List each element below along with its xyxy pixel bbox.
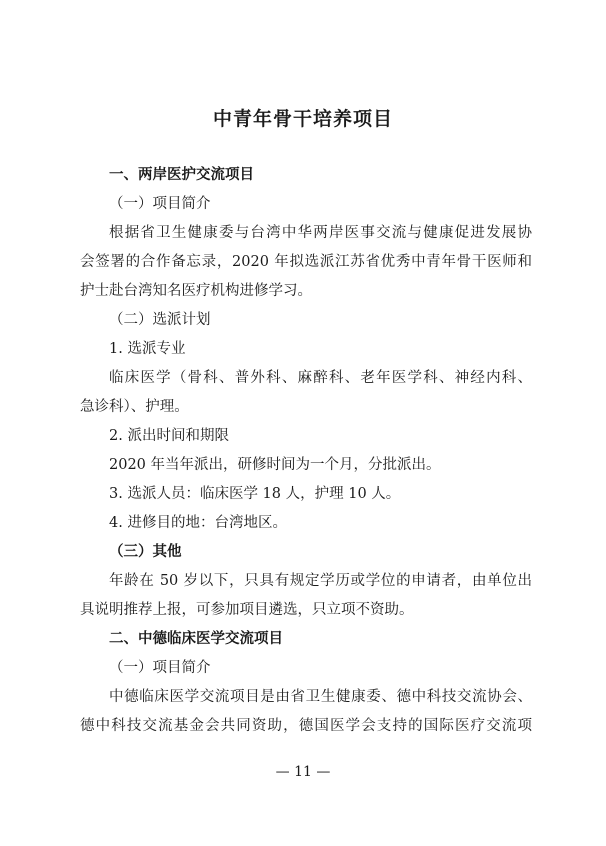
subsection-heading-plan: （二）选派计划 [109,312,211,328]
list-item: 4. 进修目的地：台湾地区。 [109,515,287,531]
subsection-heading-intro: （一）项目简介 [109,196,211,212]
section-heading-cross-strait: 一、两岸医护交流项目 [109,166,254,183]
paragraph-line: 德中科技交流基金会共同资助，德国医学会支持的国际医疗交流项 [80,718,532,734]
paragraph-line: 会签署的合作备忘录，2020 年拟选派江苏省优秀中青年骨干医师和 [80,254,532,270]
section-heading-sino-german: 二、中德临床医学交流项目 [109,630,283,647]
paragraph-line: 2020 年当年派出，研修时间为一个月，分批派出。 [109,457,441,473]
subsection-heading-other: （三）其他 [109,543,182,560]
paragraph-line: 中德临床医学交流项目是由省卫生健康委、德中科技交流协会、 [109,689,532,705]
list-item: 2. 派出时间和期限 [109,428,229,444]
list-item: 3. 选派人员：临床医学 18 人，护理 10 人。 [109,486,401,502]
document-title: 中青年骨干培养项目 [212,108,393,130]
paragraph-line: 急诊科）、护理。 [80,399,189,415]
subsection-heading-intro: （一）项目简介 [109,660,211,676]
list-item: 1. 选派专业 [109,341,186,357]
paragraph-line: 临床医学（骨科、普外科、麻醉科、老年医学科、神经内科、 [109,370,532,386]
paragraph-line: 根据省卫生健康委与台湾中华两岸医事交流与健康促进发展协 [109,225,532,241]
paragraph-line: 年龄在 50 岁以下，只具有规定学历或学位的申请者，由单位出 [109,573,532,589]
paragraph-line: 具说明推荐上报，可参加项目遴选，只立项不资助。 [80,602,414,618]
paragraph-line: 护士赴台湾知名医疗机构进修学习。 [80,283,312,299]
page-number: — 11 — [275,764,331,780]
